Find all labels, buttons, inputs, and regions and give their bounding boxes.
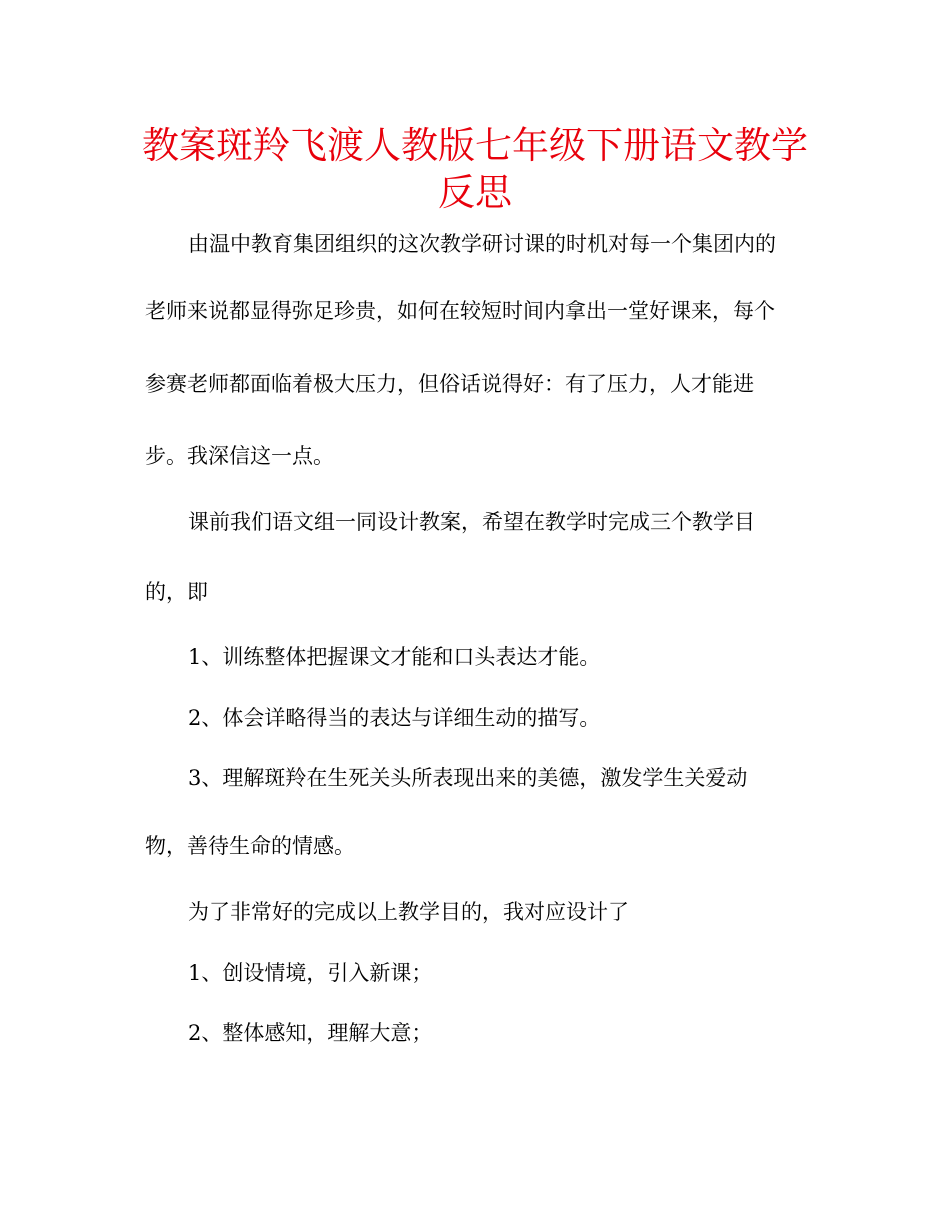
body-line: 老师来说都显得弥足珍贵，如何在较短时间内拿出一堂好课来，每个 (145, 299, 775, 323)
body-line: 2、体会详略得当的表达与详细生动的描写。 (188, 706, 601, 730)
body-line: 1、训练整体把握课文才能和口头表达才能。 (188, 645, 601, 669)
body-line: 3、理解斑羚在生死关头所表现出来的美德，激发学生关爱动 (188, 766, 748, 790)
body-line: 1、创设情境，引入新课； (188, 961, 433, 985)
body-line: 为了非常好的完成以上教学目的，我对应设计了 (188, 900, 629, 924)
body-line: 2、整体感知，理解大意； (188, 1021, 433, 1045)
body-line: 课前我们语文组一同设计教案，希望在教学时完成三个教学目 (188, 510, 755, 534)
body-line: 物，善待生命的情感。 (145, 834, 355, 858)
document-title-line-2: 反思 (438, 171, 512, 214)
body-line: 步。我深信这一点。 (145, 444, 334, 468)
body-line: 参赛老师都面临着极大压力，但俗话说得好：有了压力，人才能进 (145, 372, 754, 396)
body-line: 的，即 (145, 580, 208, 604)
document-title-line-1: 教案斑羚飞渡人教版七年级下册语文教学 (142, 124, 808, 167)
body-line: 由温中教育集团组织的这次教学研讨课的时机对每一个集团内的 (188, 232, 776, 256)
